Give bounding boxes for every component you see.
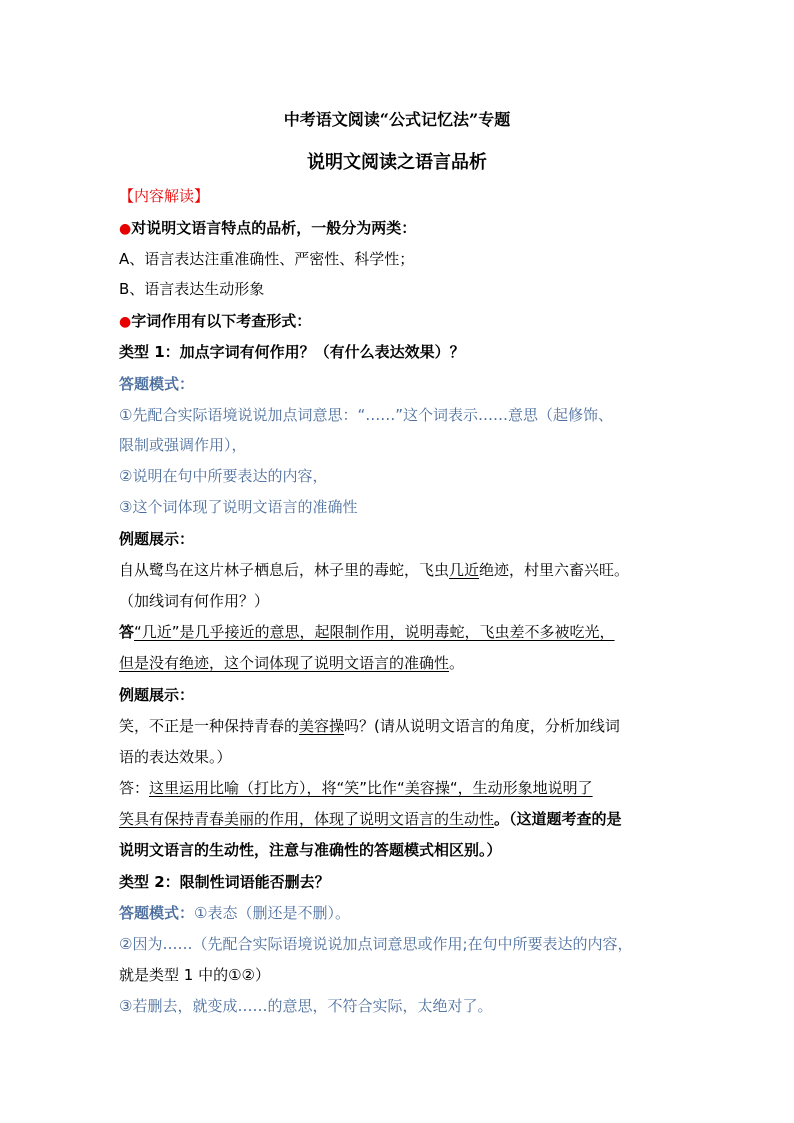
- example1-question: [119, 559, 629, 581]
- answer-text: 笑具有保持青春美丽的作用，体现了说明文语言的生动性: [119, 810, 495, 828]
- answer-text: 但是没有绝迹，这个词体现了说明文语言的准确性: [119, 654, 450, 672]
- bullet-icon: ●: [119, 221, 132, 237]
- type1-step2: ②说明在句中所要表达的内容，: [119, 467, 328, 485]
- question-text: 笑，不正是一种保持青春的: [119, 717, 300, 735]
- type2-step2-line1: ②因为……（先配合实际语境说说加点词意思或作用;在句中所要表达的内容，: [119, 935, 633, 953]
- example2-label: 例题展示：: [119, 686, 195, 704]
- type2-step2-line2: 就是类型 1 中的①②）: [119, 966, 270, 984]
- bullet-icon: ●: [119, 314, 132, 330]
- example2-answer-line2: [119, 808, 622, 830]
- example1-answer-line1: [119, 621, 615, 643]
- type2-heading: 类型 2：限制性词语能否删去？: [119, 873, 330, 891]
- type1-mode-label: 答题模式：: [119, 375, 195, 393]
- item-a: A、语言表达注重准确性、严密性、科学性；: [119, 250, 415, 268]
- answer-text: “几近”是几乎接近的意思，起限制作用，说明毒蛇，飞虫差不多被吃光，: [134, 623, 615, 641]
- example2-question-line2: 语的表达效果。）: [119, 748, 232, 766]
- bullet-line-2: [119, 310, 311, 333]
- example2-answer-line1: [119, 777, 593, 799]
- document-title: 中考语文阅读“公式记忆法”专题: [283, 110, 511, 129]
- example2-question: [119, 715, 620, 737]
- answer-prefix: 答：: [119, 779, 150, 797]
- item-b: B、语言表达生动形象: [119, 280, 265, 298]
- document-subtitle: 说明文阅读之语言品析: [307, 152, 487, 173]
- answer-end: 。: [449, 654, 465, 672]
- type1-heading: 类型 1：加点字词有何作用？（有什么表达效果）？: [119, 343, 465, 361]
- example1-label: 例题展示：: [119, 530, 195, 548]
- section-label: 【内容解读】: [119, 187, 210, 205]
- bullet-text: 字词作用有以下考查形式：: [131, 312, 312, 330]
- type2-step3: ③若删去，就变成……的意思，不符合实际，太绝对了。: [119, 997, 493, 1015]
- example1-answer-line2: [119, 652, 464, 674]
- question-text: 绝迹，村里六畜兴旺。: [479, 561, 630, 579]
- type1-step3: ③这个词体现了说明文语言的准确性: [119, 498, 358, 516]
- bullet-line-1: [119, 217, 416, 240]
- type1-step1-line2: 限制或强调作用），: [119, 436, 247, 454]
- example1-question-line2: （加线词有何作用？）: [119, 592, 270, 610]
- bullet-text: 对说明文语言特点的品析，一般分为两类：: [131, 219, 417, 237]
- underlined-word: 几近: [449, 561, 480, 579]
- type2-mode: [119, 902, 350, 924]
- example2-answer-line3: 说明文语言的生动性，注意与准确性的答题模式相区别。）: [119, 841, 502, 859]
- underlined-word: 美容操: [299, 717, 345, 735]
- type2-step1: ①表态（删还是不删）。: [194, 904, 350, 922]
- answer-text: 这里运用比喻（打比方），将“笑”比作“美容操“，生动形象地说明了: [149, 779, 593, 797]
- question-text: 吗？(请从说明文语言的角度，分析加线词: [344, 717, 620, 735]
- question-text: 自从鹭鸟在这片林子栖息后，林子里的毒蛇，飞虫: [119, 561, 450, 579]
- type2-mode-label: 答题模式：: [119, 904, 195, 922]
- answer-prefix: 答: [119, 623, 135, 641]
- answer-note: 。（这道题考查的是: [494, 810, 622, 828]
- type1-step1-line1: ①先配合实际语境说说加点词意思：“……”这个词表示……意思（起修饰、: [119, 406, 613, 424]
